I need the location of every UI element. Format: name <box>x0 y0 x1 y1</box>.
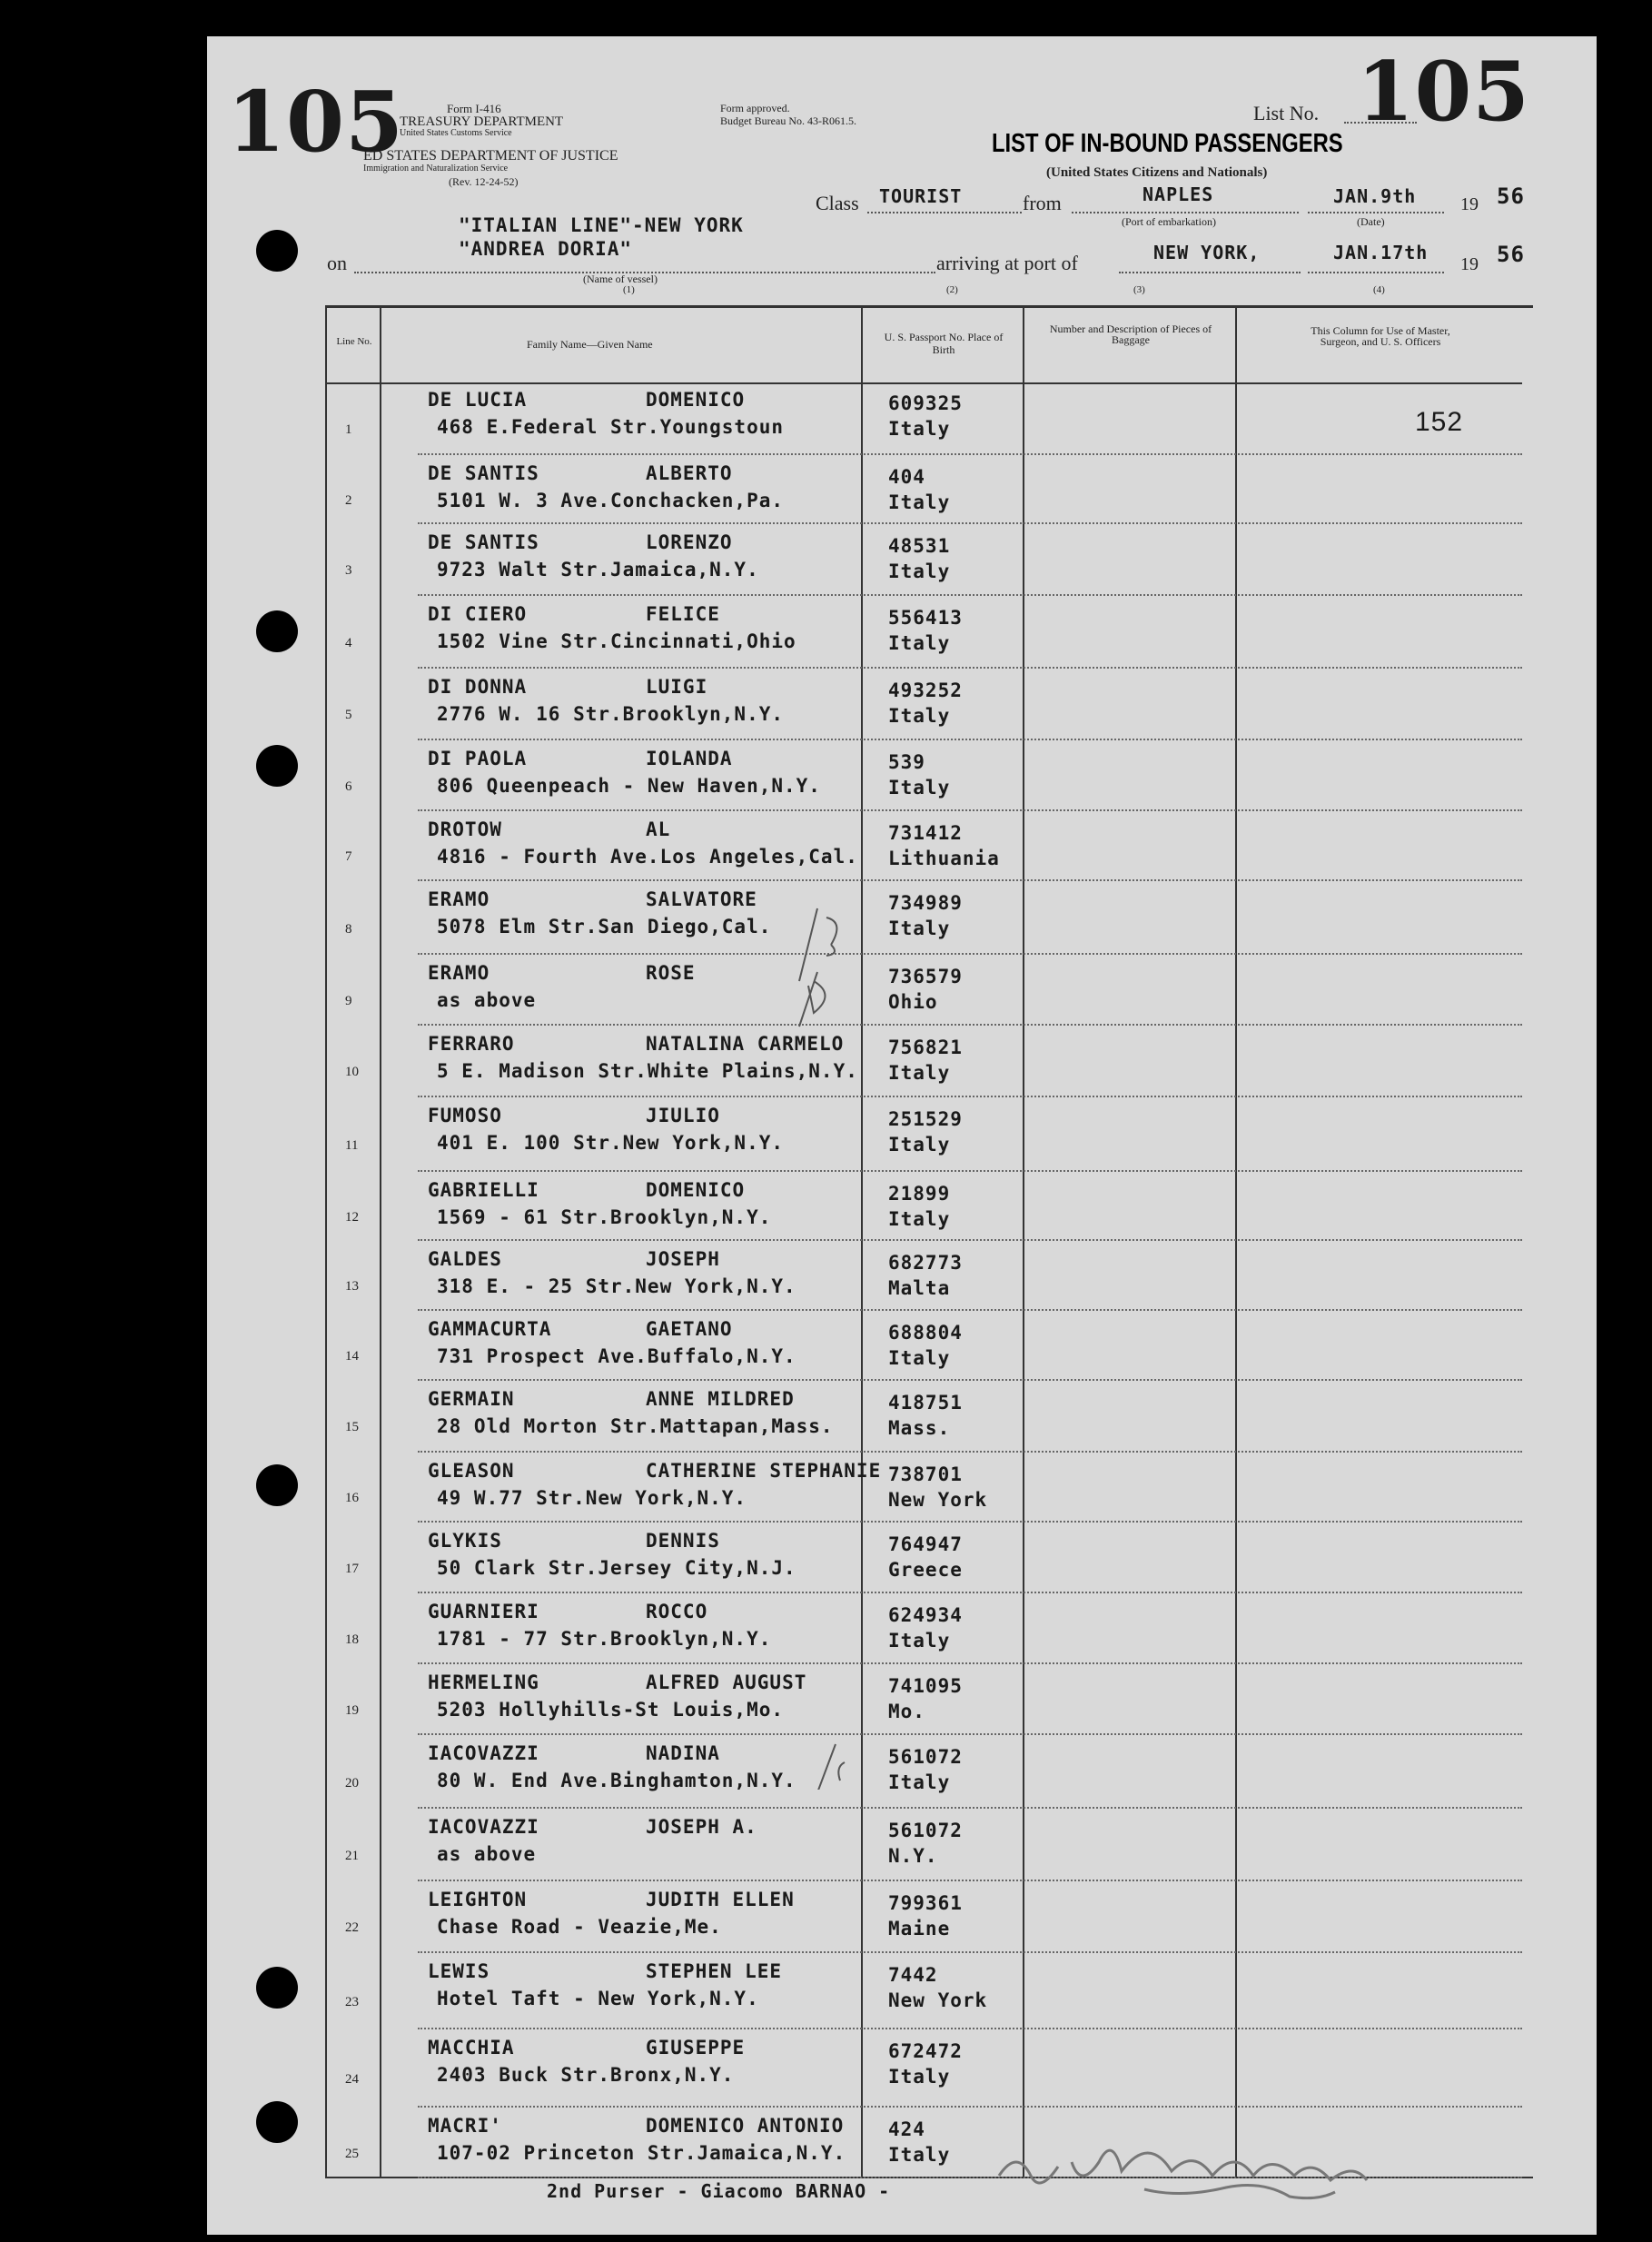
line-number: 11 <box>345 1138 359 1153</box>
passport-number: 21899 <box>888 1183 951 1205</box>
class-label: Class <box>816 192 859 214</box>
given-name: FELICE <box>646 603 720 625</box>
given-name: DOMENICO <box>646 1179 746 1201</box>
date-caption: (Date) <box>1357 215 1385 228</box>
punch-hole <box>256 2101 298 2143</box>
given-name: DENNIS <box>646 1530 720 1552</box>
on-label: on <box>327 252 347 274</box>
place-of-birth: Mo. <box>888 1701 925 1722</box>
place-of-birth: N.Y. <box>888 1845 938 1867</box>
given-name: DOMENICO <box>646 389 746 411</box>
table-row <box>327 1241 1522 1311</box>
form-revision: (Rev. 12-24-52) <box>449 175 519 188</box>
table-row <box>327 1172 1522 1241</box>
family-name: DI PAOLA <box>428 748 528 769</box>
class-value: TOURIST <box>879 185 963 207</box>
departure-year: 56 <box>1497 184 1525 209</box>
passport-number: 736579 <box>888 966 963 987</box>
passport-number: 764947 <box>888 1533 963 1555</box>
col-header-baggage: Number and Description of Pieces of Baggage <box>1049 322 1212 346</box>
table-row <box>327 1953 1522 2029</box>
list-title: LIST OF IN-BOUND PASSENGERS <box>992 129 1343 158</box>
family-name: ERAMO <box>428 888 490 910</box>
family-name: GUARNIERI <box>428 1601 539 1622</box>
given-name: LORENZO <box>646 531 733 553</box>
place-of-birth: Italy <box>888 1062 951 1084</box>
given-name: JOSEPH <box>646 1248 720 1270</box>
line-number: 21 <box>345 1849 359 1863</box>
address: 80 W. End Ave.Binghamton,N.Y. <box>437 1770 796 1791</box>
address: 1569 - 61 Str.Brooklyn,N.Y. <box>437 1206 772 1228</box>
given-name: LUIGI <box>646 676 708 698</box>
given-name: STEPHEN LEE <box>646 1960 783 1982</box>
list-no-line <box>1344 122 1417 124</box>
port-caption: (Port of embarkation) <box>1122 215 1216 228</box>
address: as above <box>437 1843 537 1865</box>
caption-4: (4) <box>1373 284 1385 295</box>
table-row <box>327 455 1522 524</box>
given-name: JOSEPH A. <box>646 1816 757 1838</box>
passport-number: 688804 <box>888 1322 963 1344</box>
place-of-birth: Italy <box>888 918 951 939</box>
place-of-birth: Italy <box>888 1771 951 1793</box>
passport-number: 539 <box>888 751 925 773</box>
passport-number: 609325 <box>888 392 963 414</box>
place-of-birth: Lithuania <box>888 848 1000 869</box>
passport-number: 741095 <box>888 1675 963 1697</box>
passport-number: 48531 <box>888 535 951 557</box>
from-line <box>1072 212 1299 213</box>
family-name: GAMMACURTA <box>428 1318 552 1340</box>
address: 28 Old Morton Str.Mattapan,Mass. <box>437 1415 834 1437</box>
place-of-birth: Maine <box>888 1918 951 1939</box>
officer-note: 152 <box>1415 407 1464 437</box>
given-name: GIUSEPPE <box>646 2037 746 2058</box>
table-row <box>327 1735 1522 1809</box>
line-number: 25 <box>345 2147 359 2161</box>
caption-1: (1) <box>623 284 635 295</box>
address: 49 W.77 Str.New York,N.Y. <box>437 1487 747 1509</box>
given-name: JUDITH ELLEN <box>646 1889 795 1910</box>
address: 5203 Hollyhills-St Louis,Mo. <box>437 1699 785 1721</box>
address: 5101 W. 3 Ave.Conchacken,Pa. <box>437 490 785 511</box>
passport-number: 556413 <box>888 607 963 629</box>
table-row <box>327 1881 1522 1953</box>
address: 50 Clark Str.Jersey City,N.J. <box>437 1557 796 1579</box>
family-name: IACOVAZZI <box>428 1742 539 1764</box>
passport-number: 418751 <box>888 1392 963 1414</box>
address: 468 E.Federal Str.Youngstoun <box>437 416 785 438</box>
table-row <box>327 1809 1522 1881</box>
given-name: SALVATORE <box>646 888 757 910</box>
family-name: MACCHIA <box>428 2037 515 2058</box>
line-number: 12 <box>345 1210 359 1225</box>
table-row <box>327 955 1522 1026</box>
line-number: 24 <box>345 2072 359 2087</box>
line-number: 19 <box>345 1703 359 1718</box>
address: 731 Prospect Ave.Buffalo,N.Y. <box>437 1345 796 1367</box>
line-number: 18 <box>345 1632 359 1647</box>
place-of-birth: Italy <box>888 418 951 440</box>
treasury-dept: TREASURY DEPARTMENT <box>400 114 564 129</box>
handwritten-marks <box>772 899 881 1790</box>
col-header-name: Family Name—Given Name <box>527 338 653 351</box>
from-label: from <box>1023 192 1062 214</box>
table-row <box>327 881 1522 955</box>
line-number: 23 <box>345 1995 359 2009</box>
date-line <box>1308 212 1444 213</box>
family-name: FUMOSO <box>428 1105 502 1126</box>
line-number: 15 <box>345 1420 359 1434</box>
col-header-line-no: Line No. <box>336 336 372 347</box>
family-name: MACRI' <box>428 2115 502 2137</box>
given-name: ROCCO <box>646 1601 708 1622</box>
given-name: NADINA <box>646 1742 720 1764</box>
family-name: DROTOW <box>428 818 502 840</box>
arrival-port-line <box>1119 272 1301 273</box>
address: 1502 Vine Str.Cincinnati,Ohio <box>437 630 796 652</box>
family-name: FERRARO <box>428 1033 515 1055</box>
family-name: GERMAIN <box>428 1388 515 1410</box>
table-row <box>327 1593 1522 1664</box>
place-of-birth: New York <box>888 1489 988 1511</box>
caption-2: (2) <box>946 284 958 295</box>
form-number: Form I-416 <box>447 102 501 115</box>
list-no-label: List No. <box>1253 102 1320 124</box>
form-approved: Form approved. <box>720 102 790 114</box>
punch-hole <box>256 1464 298 1506</box>
arrival-year: 56 <box>1497 242 1525 267</box>
family-name: DE LUCIA <box>428 389 528 411</box>
place-of-birth: Italy <box>888 2066 951 2088</box>
passport-number: 756821 <box>888 1037 963 1058</box>
line-number: 4 <box>345 636 352 650</box>
family-name: GLEASON <box>428 1460 515 1482</box>
purser-footer: 2nd Purser - Giacomo BARNAO - <box>547 2180 891 2202</box>
given-name: NATALINA CARMELO <box>646 1033 845 1055</box>
passport-number: 672472 <box>888 2040 963 2062</box>
given-name: DOMENICO ANTONIO <box>646 2115 845 2137</box>
line-number: 10 <box>345 1065 359 1079</box>
table-top-rule <box>325 305 1533 308</box>
punch-hole <box>256 230 298 272</box>
passport-number: 561072 <box>888 1820 963 1841</box>
punch-hole <box>256 1967 298 2009</box>
line-number: 9 <box>345 994 352 1008</box>
line-number: 1 <box>345 422 352 437</box>
place-of-birth: Italy <box>888 1347 951 1369</box>
punch-hole <box>256 610 298 652</box>
ins-service: Immigration and Naturalization Service <box>363 164 509 174</box>
address: 5 E. Madison Str.White Plains,N.Y. <box>437 1060 858 1082</box>
line-number: 6 <box>345 779 352 794</box>
family-name: LEWIS <box>428 1960 490 1982</box>
given-name: ALFRED AUGUST <box>646 1672 807 1693</box>
passport-number: 734989 <box>888 892 963 914</box>
passport-number: 404 <box>888 466 925 488</box>
caption-3: (3) <box>1133 284 1145 295</box>
place-of-birth: Italy <box>888 1134 951 1156</box>
given-name: ALBERTO <box>646 462 733 484</box>
place-of-birth: Greece <box>888 1559 963 1581</box>
address: 2776 W. 16 Str.Brooklyn,N.Y. <box>437 703 785 725</box>
place-of-birth: Italy <box>888 491 951 513</box>
family-name: LEIGHTON <box>428 1889 528 1910</box>
line-number: 7 <box>345 849 352 864</box>
from-value: NAPLES <box>1143 184 1214 205</box>
family-name: DE SANTIS <box>428 531 539 553</box>
stamp-number-right: 105 <box>1357 44 1530 140</box>
passport-number: 424 <box>888 2118 925 2140</box>
arrival-port: NEW YORK, <box>1153 242 1261 263</box>
table-row <box>327 1664 1522 1735</box>
handwritten-signature <box>990 2126 1462 2207</box>
vessel-caption: (Name of vessel) <box>583 273 658 285</box>
place-of-birth: Italy <box>888 1630 951 1652</box>
place-of-birth: Italy <box>888 705 951 727</box>
given-name: ROSE <box>646 962 696 984</box>
vessel-line-1: "ITALIAN LINE"-NEW YORK <box>459 214 744 236</box>
passport-number: 561072 <box>888 1746 963 1768</box>
given-name: AL <box>646 818 671 840</box>
arrival-date-line <box>1308 272 1444 273</box>
place-of-birth: Italy <box>888 560 951 582</box>
given-name: IOLANDA <box>646 748 733 769</box>
line-number: 8 <box>345 922 352 937</box>
table-row <box>327 1026 1522 1097</box>
address: 2403 Buck Str.Bronx,N.Y. <box>437 2064 735 2086</box>
justice-dept: ED STATES DEPARTMENT OF JUSTICE <box>363 148 618 164</box>
family-name: IACOVAZZI <box>428 1816 539 1838</box>
col-header-passport: U. S. Passport No. Place of Birth <box>884 331 1004 356</box>
budget-bureau: Budget Bureau No. 43-R061.5. <box>720 114 856 127</box>
passport-number: 493252 <box>888 680 963 701</box>
col-header-officers: This Column for Use of Master, Surgeon, and U. S. Officers <box>1311 324 1450 348</box>
address: 1781 - 77 Str.Brooklyn,N.Y. <box>437 1628 772 1650</box>
address: Hotel Taft - New York,N.Y. <box>437 1988 759 2009</box>
line-number: 16 <box>345 1491 359 1505</box>
line-number: 2 <box>345 493 352 508</box>
line-number: 14 <box>345 1349 359 1364</box>
passport-number: 682773 <box>888 1252 963 1274</box>
address: 4816 - Fourth Ave.Los Angeles,Cal. <box>437 846 858 868</box>
line-number: 17 <box>345 1562 359 1576</box>
family-name: GABRIELLI <box>428 1179 539 1201</box>
address: Chase Road - Veazie,Me. <box>437 1916 722 1938</box>
table-row <box>327 669 1522 740</box>
given-name: GAETANO <box>646 1318 733 1340</box>
table-row <box>327 1381 1522 1453</box>
passport-number: 799361 <box>888 1892 963 1914</box>
address: 5078 Elm Str.San Diego,Cal. <box>437 916 772 937</box>
table-row <box>327 1097 1522 1172</box>
place-of-birth: Malta <box>888 1277 951 1299</box>
family-name: ERAMO <box>428 962 490 984</box>
passport-number: 251529 <box>888 1108 963 1130</box>
arrival-year-prefix: 19 <box>1460 254 1479 274</box>
class-line <box>867 212 1022 213</box>
given-name: ANNE MILDRED <box>646 1388 795 1410</box>
punch-hole <box>256 745 298 787</box>
address: 401 E. 100 Str.New York,N.Y. <box>437 1132 785 1154</box>
address: 9723 Walt Str.Jamaica,N.Y. <box>437 559 759 580</box>
family-name: DI DONNA <box>428 676 528 698</box>
table-row <box>327 2029 1522 2108</box>
family-name: GALDES <box>428 1248 502 1270</box>
line-number: 3 <box>345 563 352 578</box>
vessel-line-2: "ANDREA DORIA" <box>459 238 633 260</box>
passport-number: 7442 <box>888 1964 938 1986</box>
address: 318 E. - 25 Str.New York,N.Y. <box>437 1275 796 1297</box>
place-of-birth: Italy <box>888 2144 951 2166</box>
year-prefix: 19 <box>1460 194 1479 214</box>
line-number: 20 <box>345 1776 359 1791</box>
table-row <box>327 382 1522 455</box>
line-number: 13 <box>345 1279 359 1294</box>
table-row <box>327 740 1522 811</box>
passport-number: 731412 <box>888 822 963 844</box>
place-of-birth: Italy <box>888 632 951 654</box>
passport-number: 738701 <box>888 1463 963 1485</box>
place-of-birth: Italy <box>888 1208 951 1230</box>
arrival-date: JAN.17th <box>1333 242 1429 263</box>
table-row <box>327 596 1522 669</box>
list-subtitle: (United States Citizens and Nationals) <box>1046 165 1268 180</box>
arriving-label: arriving at port of <box>936 252 1078 274</box>
address: 806 Queenpeach - New Haven,N.Y. <box>437 775 821 797</box>
table-row <box>327 1523 1522 1593</box>
line-number: 22 <box>345 1920 359 1935</box>
family-name: DE SANTIS <box>428 462 539 484</box>
given-name: CATHERINE STEPHANIE <box>646 1460 882 1482</box>
given-name: JIULIO <box>646 1105 720 1126</box>
family-name: HERMELING <box>428 1672 539 1693</box>
place-of-birth: Italy <box>888 777 951 799</box>
departure-date: JAN.9th <box>1333 185 1417 207</box>
table-row <box>327 1453 1522 1523</box>
line-number: 5 <box>345 708 352 722</box>
table-row <box>327 811 1522 881</box>
place-of-birth: Ohio <box>888 991 938 1013</box>
passport-number: 624934 <box>888 1604 963 1626</box>
table-row <box>327 1311 1522 1381</box>
family-name: DI CIERO <box>428 603 528 625</box>
address: as above <box>437 989 537 1011</box>
customs-service: United States Customs Service <box>400 128 512 138</box>
address: 107-02 Princeton Str.Jamaica,N.Y. <box>437 2142 846 2164</box>
place-of-birth: Mass. <box>888 1417 951 1439</box>
table-row <box>327 524 1522 596</box>
stamp-number-left: 105 <box>227 73 405 171</box>
place-of-birth: New York <box>888 1989 988 2011</box>
family-name: GLYKIS <box>428 1530 502 1552</box>
